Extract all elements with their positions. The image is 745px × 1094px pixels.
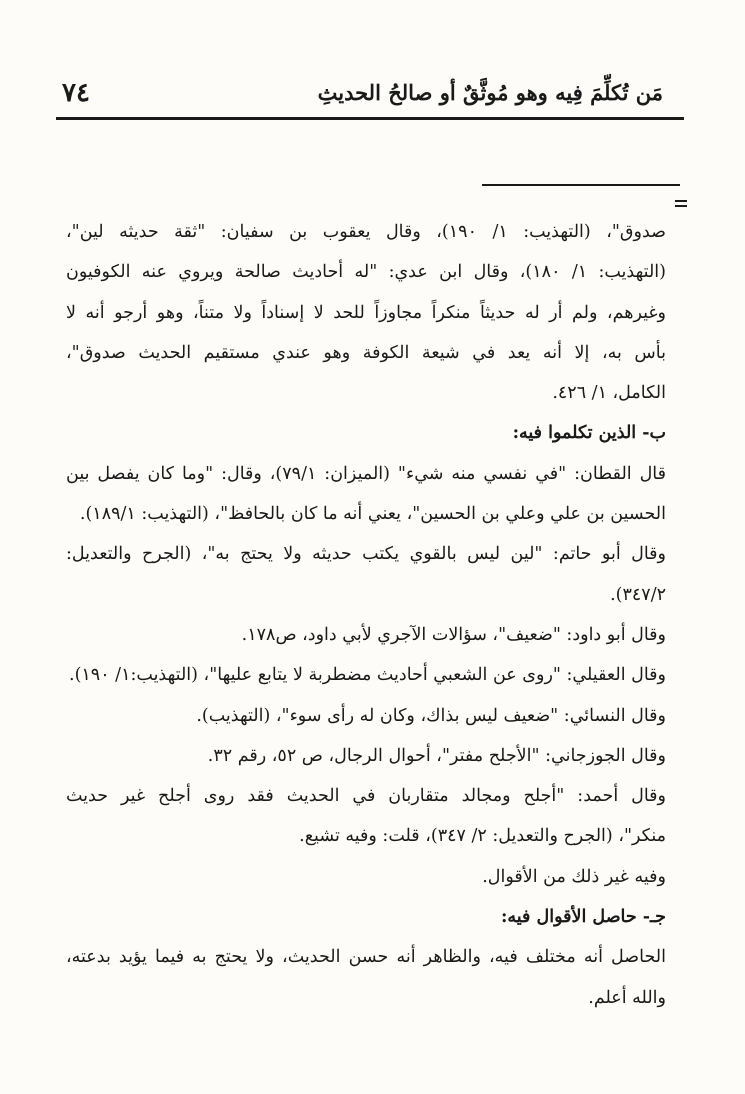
text-line: الحاصل أنه مختلف فيه، والظاهر أنه حسن الحديث، ولا يحتج به فيما يؤيد بدعته، [66,947,666,968]
continuation-rule [482,184,680,186]
text-line: وقال العقيلي: "روى عن الشعبي أحاديث مضطربة لا يتابع عليها"، (التهذيب:١/ ١٩٠). [69,665,666,686]
text-line: وغيرهم، ولم أر له حديثاً منكراً مجاوزاً للحد لا إسناداً ولا متناً، وهو أرجو أنه لا [66,302,666,323]
text-line: ٣٤٧/٢). [610,584,666,605]
text-line: قال القطان: "في نفسي منه شيء" (الميزان: ٧٩/١)، وقال: "وما كان يفصل بين [66,463,666,484]
header-rule [56,117,684,120]
text-line: وقال الجوزجاني: "الأجلح مفتر"، أحوال الرجال، ص ٥٢، رقم ٣٢. [207,745,666,766]
page-number: ٧٤ [62,78,90,108]
text-line: منكر"، (الجرح والتعديل: ٢/ ٣٤٧)، قلت: وفيه تشيع. [299,826,666,847]
text-line: وقال أبو داود: "ضعيف"، سؤالات الآجري لأبي داود، ص١٧٨. [241,624,666,645]
text-line: الحسين بن علي وعلي بن الحسين"، يعني أنه ما كان بالحافظ"، (التهذيب: ١٨٩/١). [79,504,666,525]
section-heading-c: جـ- حاصل الأقوال فيه: [500,907,666,928]
text-line: وقال النسائي: "ضعيف ليس بذاك، وكان له رأى سوء"، (التهذيب). [196,705,666,726]
text-line: وقال أبو حاتم: "لين ليس بالقوي يكتب حديثه ولا يحتج به"، (الجرح والتعديل: [66,544,666,565]
text-line: الكامل، ١/ ٤٢٦. [552,383,666,404]
text-line: والله أعلم. [588,987,666,1008]
continuation-mark [675,200,687,207]
text-line: وقال أحمد: "أجلح ومجالد متقاربان في الحديث فقد روى أجلح غير حديث [66,786,666,807]
section-heading-b: ب- الذين تكلموا فيه: [512,423,666,444]
body-text [66,212,666,1018]
text-line: (التهذيب: ١/ ١٨٠)، وقال ابن عدي: "له أحاديث صالحة ويروي عنه الكوفيون [66,262,666,283]
text-line: وفيه غير ذلك من الأقوال. [482,866,666,887]
text-line: صدوق"، (التهذيب: ١/ ١٩٠)، وقال يعقوب بن سفيان: "ثقة حديثه لين"، [66,222,666,242]
text-line: بأس به، إلا أنه يعد في شيعة الكوفة وهو عندي مستقيم الحديث صدوق"، [66,342,666,363]
running-title: مَن تُكلِّمَ فِيه وهو مُوثَّقٌ أو صالحُ الحديثِ [317,80,663,105]
